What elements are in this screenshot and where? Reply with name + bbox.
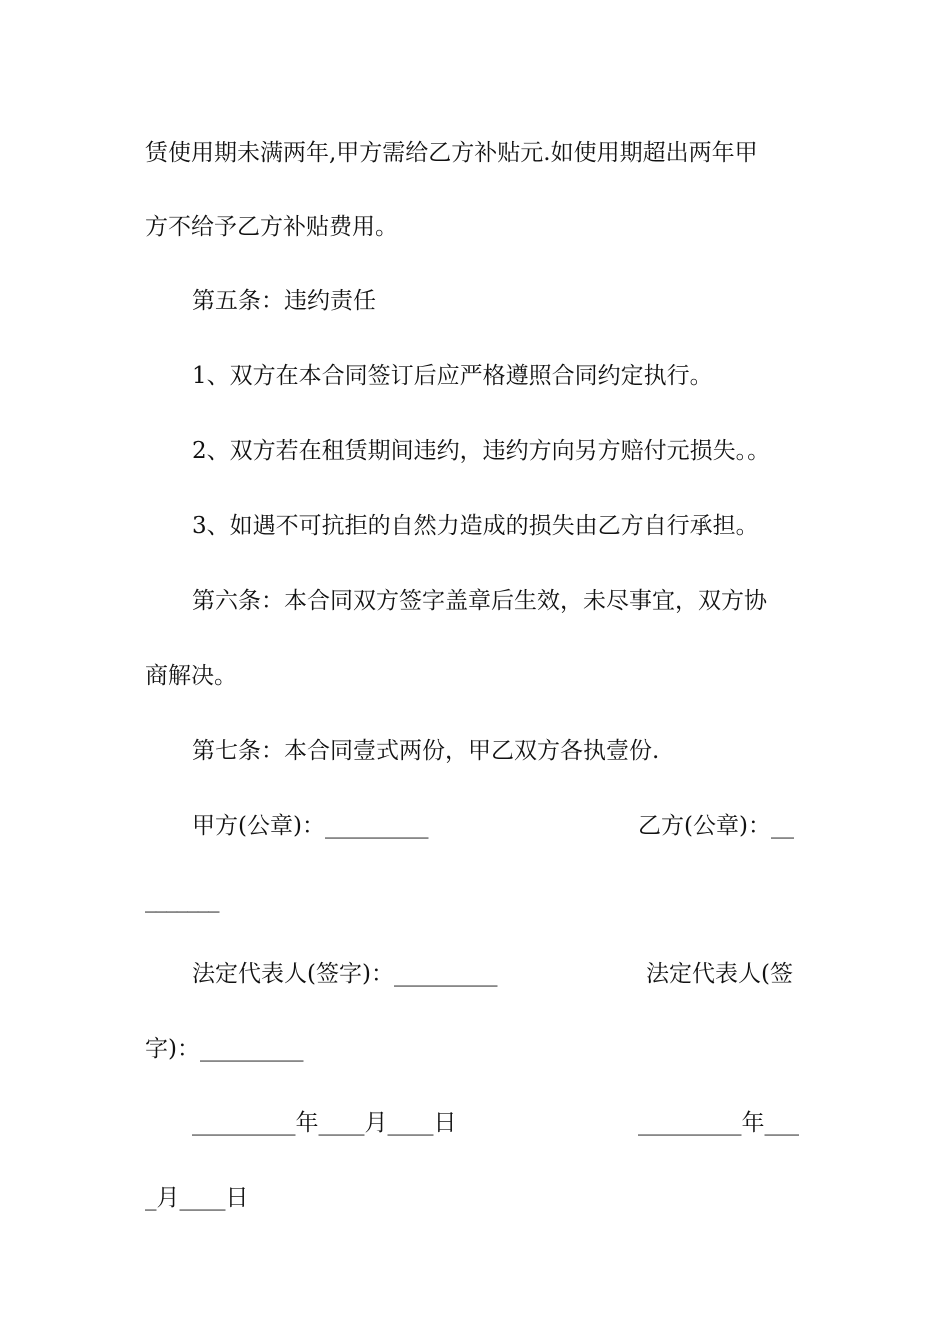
text-line-4: 1、双方在本合同签订后应严格遵照合同约定执行。 bbox=[192, 363, 713, 389]
seal-row bbox=[0, 806, 950, 846]
paragraph-line bbox=[0, 133, 950, 173]
paragraph-line bbox=[0, 207, 950, 247]
article-6 bbox=[0, 581, 950, 621]
party-b-representative-cont: 字)：_________ bbox=[145, 1036, 304, 1062]
party-a-representative: 法定代表人(签字)：_________ bbox=[192, 961, 498, 987]
date-row bbox=[0, 1103, 950, 1143]
text-line-7: 第六条：本合同双方签字盖章后生效，未尽事宜，双方协 bbox=[192, 588, 767, 614]
article-5-clause-1 bbox=[0, 356, 950, 396]
text-line-8: 商解决。 bbox=[145, 663, 237, 689]
party-b-representative: 法定代表人(签 bbox=[646, 961, 793, 987]
representative-row-cont bbox=[0, 1029, 950, 1069]
article-5-clause-3 bbox=[0, 506, 950, 546]
article-5-heading bbox=[0, 281, 950, 321]
party-a-date: _________年____月____日 bbox=[192, 1110, 457, 1136]
text-line-1: 赁使用期未满两年,甲方需给乙方补贴元.如使用期超出两年甲 bbox=[145, 140, 758, 166]
party-b-seal-cont: _______ bbox=[145, 887, 219, 913]
party-b-date-cont: _月____日 bbox=[145, 1185, 249, 1211]
text-line-2: 方不给予乙方补贴费用。 bbox=[145, 214, 398, 240]
party-b-seal: 乙方(公章)：__ bbox=[638, 813, 794, 839]
date-row-cont bbox=[0, 1178, 950, 1218]
article-7 bbox=[0, 731, 950, 771]
text-line-3: 第五条：违约责任 bbox=[192, 288, 376, 314]
text-line-5: 2、双方若在租赁期间违约，违约方向另方赔付元损失。。 bbox=[192, 438, 771, 464]
article-6-cont bbox=[0, 656, 950, 696]
seal-row-cont bbox=[0, 880, 950, 920]
representative-row bbox=[0, 954, 950, 994]
party-b-date: _________年___ bbox=[638, 1110, 799, 1136]
text-line-6: 3、如遇不可抗拒的自然力造成的损失由乙方自行承担。 bbox=[192, 513, 759, 539]
article-5-clause-2 bbox=[0, 431, 950, 471]
party-a-seal: 甲方(公章)：_________ bbox=[192, 813, 429, 839]
text-line-9: 第七条：本合同壹式两份，甲乙双方各执壹份. bbox=[192, 738, 660, 764]
